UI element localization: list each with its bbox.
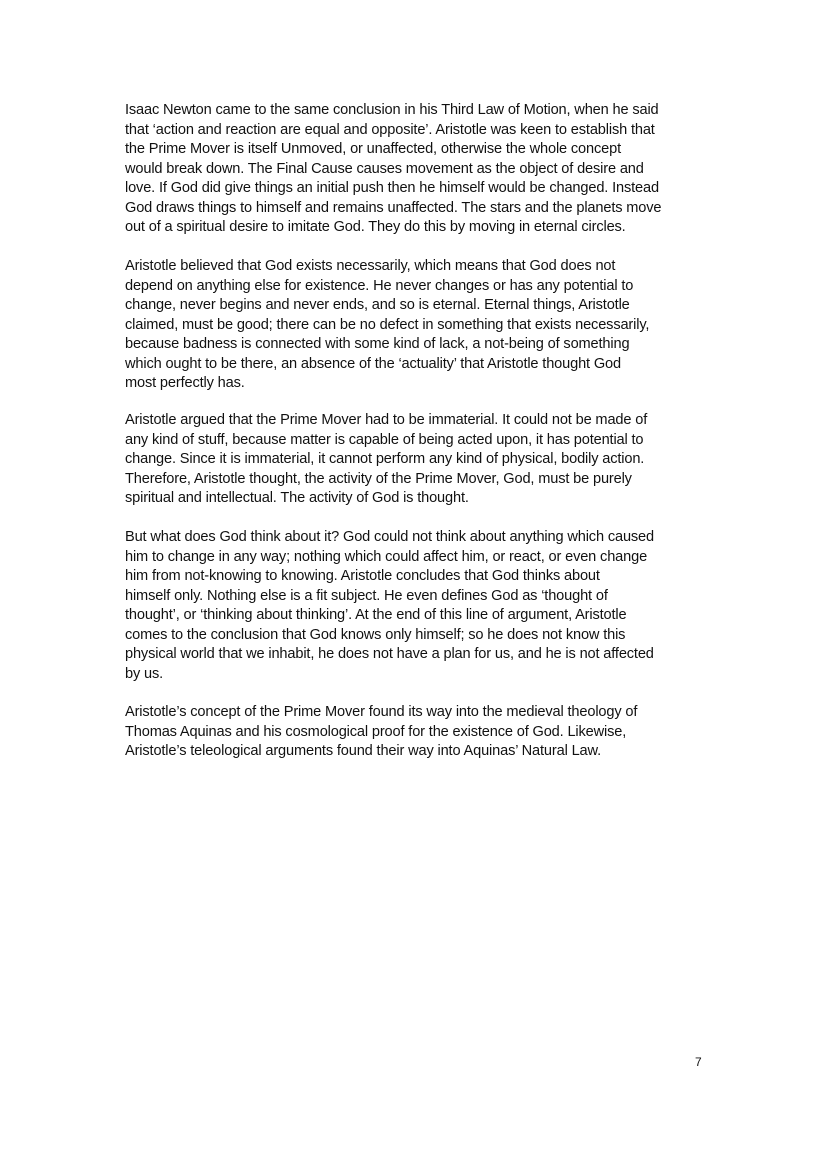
text-line: Aristotle believed that God exists necessarily, which means that God does not: [125, 258, 616, 274]
text-line: But what does God think about it? God could not think about anything which caused: [125, 529, 654, 545]
text-line: most perfectly has.: [125, 375, 245, 391]
text-line: change, never begins and never ends, and so is eternal. Eternal things, Aristotle: [125, 297, 630, 313]
text-line: him to change in any way; nothing which could affect him, or react, or even change: [125, 548, 648, 565]
text-line: out of a spiritual desire to imitate God. They do this by moving in eternal circles.: [125, 219, 626, 235]
text-line: love. If God did give things an initial push then he himself would be changed. Instead: [125, 180, 659, 196]
text-line: the Prime Mover is itself Unmoved, or unaffected, otherwise the whole concept: [125, 141, 621, 157]
text-line: Aristotle argued that the Prime Mover had to be immaterial. It could not be made of: [125, 412, 648, 428]
text-line: Thomas Aquinas and his cosmological proof for the existence of God. Likewise,: [125, 723, 627, 740]
text-line: spiritual and intellectual. The activity of God is thought.: [125, 490, 469, 506]
text-line: comes to the conclusion that God knows only himself; so he does not know this: [125, 626, 626, 643]
paragraph-aquinas: [125, 703, 725, 762]
text-line: Aristotle’s teleological arguments found their way into Aquinas’ Natural Law.: [125, 743, 601, 759]
paragraph-immaterial: [125, 411, 725, 509]
text-line: him from not-knowing to knowing. Aristotle concludes that God thinks about: [125, 568, 600, 584]
text-line: would break down. The Final Cause causes movement as the object of desire and: [125, 160, 644, 177]
text-line: by us.: [125, 665, 164, 682]
text-line: himself only. Nothing else is a fit subject. He even defines God as ‘thought of: [125, 587, 608, 604]
paragraph-god-thinks: [125, 528, 725, 684]
paragraph-newton: [125, 101, 725, 238]
text-line: God draws things to himself and remains unaffected. The stars and the planets move: [125, 199, 662, 216]
text-line: depend on anything else for existence. He never changes or has any potential to: [125, 277, 634, 294]
text-line: Therefore, Aristotle thought, the activity of the Prime Mover, God, must be purely: [125, 470, 632, 487]
text-line: any kind of stuff, because matter is capable of being acted upon, it has potential to: [125, 431, 644, 448]
text-line: that ‘action and reaction are equal and opposite’. Aristotle was keen to establish that: [125, 121, 655, 138]
page-number: 7: [695, 1055, 702, 1069]
text-line: claimed, must be good; there can be no defect in something that exists necessarily,: [125, 316, 650, 333]
paragraph-necessary-existence: [125, 257, 725, 394]
text-line: because badness is connected with some kind of lack, a not-being of something: [125, 336, 630, 352]
text-line: thought’, or ‘thinking about thinking’. At the end of this line of argument, Aristotle: [125, 607, 627, 623]
text-line: which ought to be there, an absence of the ‘actuality’ that Aristotle thought God: [125, 355, 621, 372]
text-line: Aristotle’s concept of the Prime Mover found its way into the medieval theology of: [125, 704, 638, 720]
text-line: Isaac Newton came to the same conclusion in his Third Law of Motion, when he said: [125, 102, 659, 118]
text-line: change. Since it is immaterial, it cannot perform any kind of physical, bodily action.: [125, 451, 645, 467]
text-line: physical world that we inhabit, he does not have a plan for us, and he is not affected: [125, 646, 654, 662]
